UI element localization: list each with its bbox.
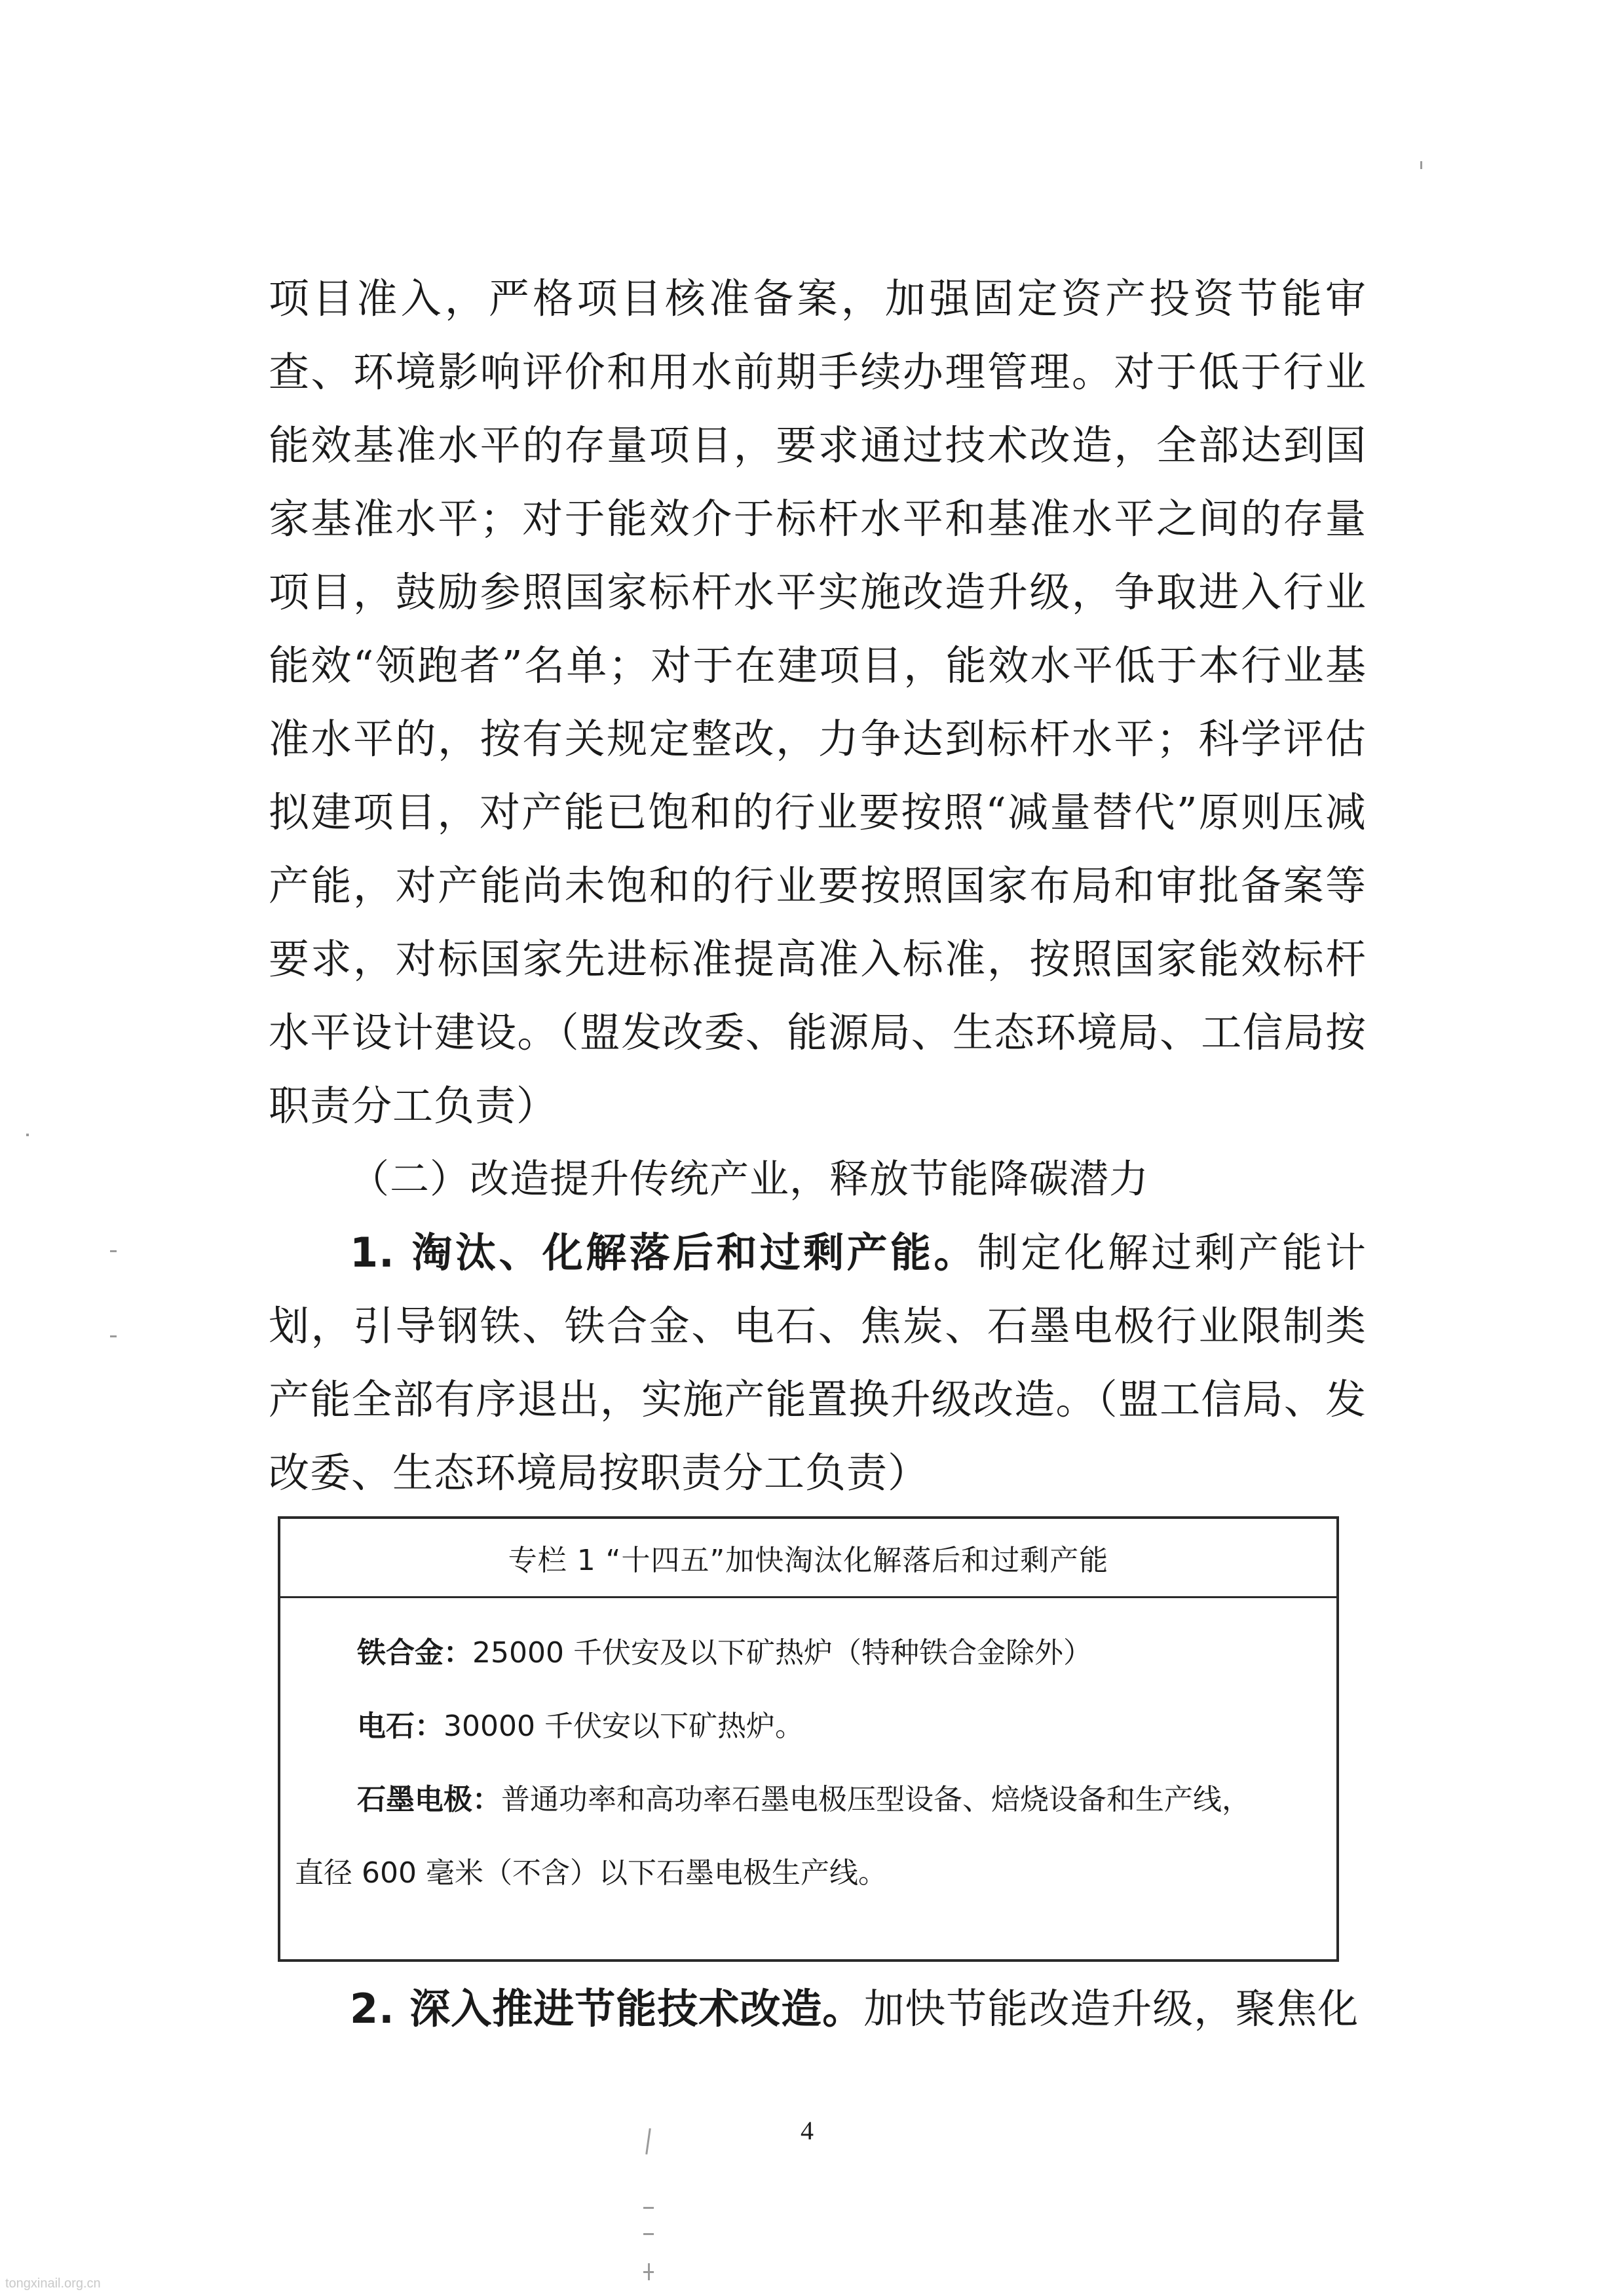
document-body [269, 262, 1367, 1510]
box-entry-calcium-carbide [295, 1690, 1310, 1763]
section-heading: （二）改造提升传统产业，释放节能降碳潜力 [350, 1157, 1149, 1202]
column-box-title: 专栏 1 “十四五”加快淘汰化解落后和过剩产能 [280, 1519, 1336, 1598]
item-1-text: 制定化解过剩产能计划，引导钢铁、铁合金、电石、焦炭、石墨电极行业限制类产能全部有序退出，实施产能置换升级改造。（盟工信局、发改委、生态环境局按职责分工负责） [269, 1229, 1367, 1497]
box-entry-ferroalloy [295, 1617, 1310, 1690]
scan-mark [110, 1250, 117, 1252]
box-entry-graphite-electrode [295, 1763, 1310, 1837]
scan-mark [110, 1335, 117, 1337]
box-entry-label: 电石： [357, 1710, 444, 1743]
paragraph-item-2 [269, 1972, 1367, 2046]
scan-mark [643, 2271, 654, 2273]
scan-mark [643, 2207, 654, 2209]
box-entry-label: 石墨电极： [357, 1783, 501, 1816]
scan-mark [1420, 161, 1422, 169]
paragraph-item-1 [269, 1216, 1367, 1510]
box-entry-label: 铁合金： [357, 1636, 472, 1670]
box-entry-text: 30000 千伏安以下矿热炉。 [444, 1710, 804, 1743]
item-2-text: 加快节能改造升级，聚焦化 [863, 1985, 1359, 2033]
scan-mark [645, 2128, 651, 2154]
box-entry-text: 25000 千伏安及以下矿热炉（特种铁合金除外） [472, 1636, 1092, 1670]
item-2-lead: 2. 深入推进节能技术改造。 [350, 1985, 864, 2033]
column-box-body [280, 1598, 1336, 1910]
box-entry-continuation: 直径 600 毫米（不含）以下石墨电极生产线。 [295, 1856, 887, 1890]
page-number: 4 [801, 2116, 814, 2145]
scan-mark [26, 1134, 29, 1136]
column-box [278, 1516, 1339, 1962]
scan-watermark: tongxinail.org.cn [5, 2276, 101, 2291]
scan-mark [643, 2233, 654, 2235]
box-entry-text: 普通功率和高功率石墨电极压型设备、焙烧设备和生产线， [501, 1783, 1251, 1816]
item-1-lead: 1. 淘汰、化解落后和过剩产能。 [350, 1229, 977, 1276]
paragraph-project-admission: 项目准入，严格项目核准备案，加强固定资产投资节能审查、环境影响评价和用水前期手续办理管理。对于低于行业能效基准水平的存量项目，要求通过技术改造，全部达到国家基准水平；对于能效介于标杆水平和基准水平之间的存量项目，鼓励参照国家标杆水平实施改造升级，争取进入行业能效“领跑者”名单；对于在建项目，能效水平低于本行业基准水平的，按有关规定整改，力争达到标杆水平；科学评估拟建项目，对产能已饱和的行业要按照“减量替代”原则压减产能，对产能尚未饱和的行业要按照国家布局和审批备案等要求，对标国家先进标准提高准入标准，按照国家能效标杆水平设计建设。（盟发改委、能源局、生态环境局、工信局按职责分工负责） [269, 275, 1367, 1130]
